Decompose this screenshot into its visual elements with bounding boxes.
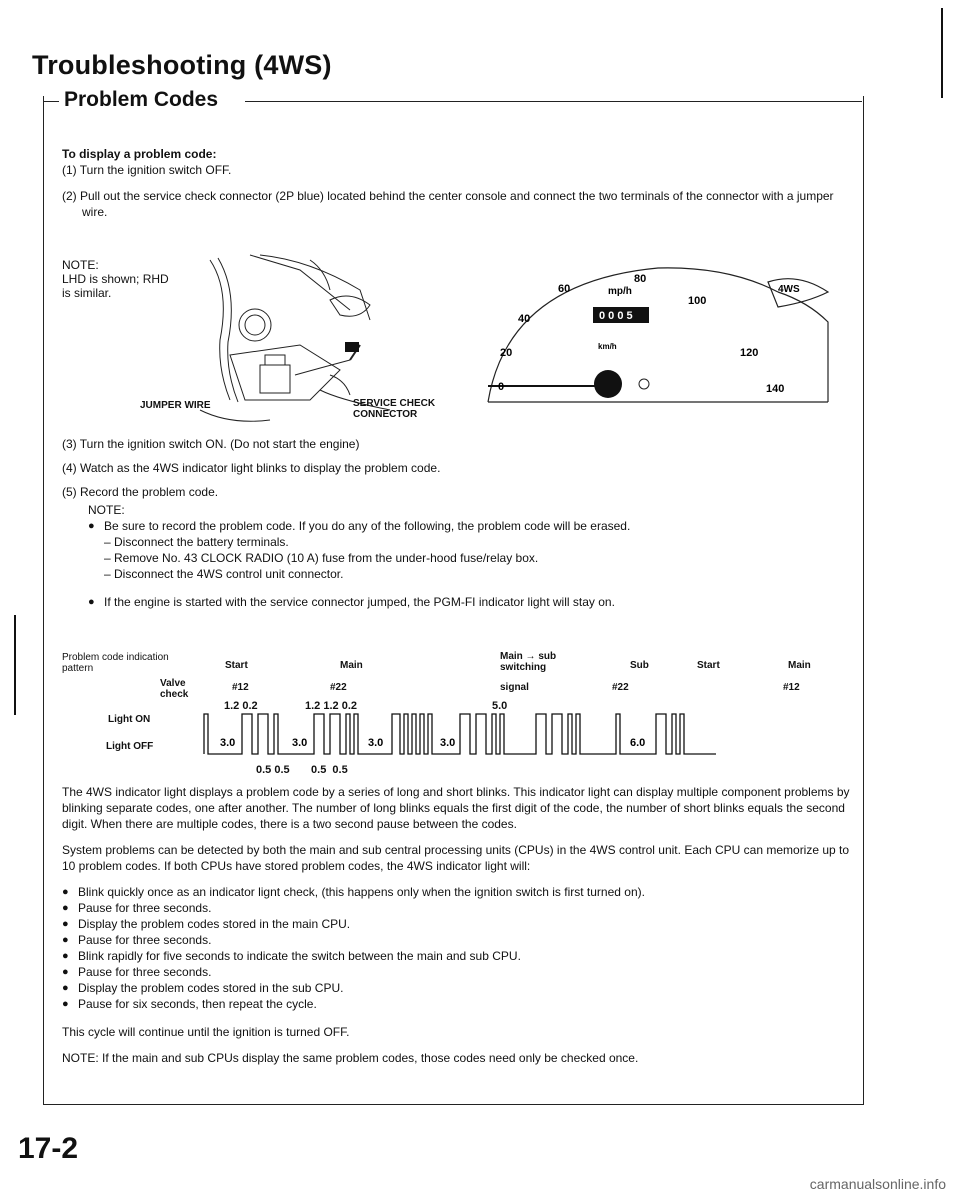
odometer-readout: 0 0 0 5 — [599, 310, 633, 322]
tick-40: 40 — [518, 313, 531, 325]
speedometer-gauge — [478, 262, 838, 412]
cycle-item: ● Blink rapidly for five seconds to indicate the switch between the main and sub CPU. — [62, 948, 852, 964]
step-3: (3) Turn the ignition switch ON. (Do not start the engine) — [62, 437, 360, 451]
cycle-item: ● Pause for three seconds. — [62, 932, 852, 948]
step-4: (4) Watch as the 4WS indicator light blinks to display the problem code. — [62, 461, 441, 475]
step-5-notes — [62, 502, 852, 610]
connector-illustration — [190, 250, 490, 430]
section-title: Problem Codes — [64, 88, 219, 111]
explain-para-2: System problems can be detected by both the main and sub central processing units (CPUs) in the 4WS control unit. Each CPU can memorize up to 10 problem codes. If both CPUs have stored problem codes, the 4WS indicator light will: — [62, 843, 850, 873]
timing-1: 1.2 0.2 — [224, 700, 258, 712]
intro-heading: To display a problem code: — [62, 147, 217, 161]
margin-bar — [14, 615, 16, 715]
mph-label: mp/h — [608, 286, 632, 297]
pause-2: 3.0 — [292, 737, 308, 749]
service-label-line-1: SERVICE CHECK — [353, 398, 436, 409]
pause-4: 3.0 — [440, 737, 456, 749]
cycle-list — [62, 884, 852, 1012]
label-start: Start — [225, 660, 248, 671]
frame-top-left-rule — [43, 101, 59, 102]
steps-block — [62, 436, 852, 610]
cycle-item: ● Blink quickly once as an indicator lignt check, (this happens only when the ignition switch is first turned on). — [62, 884, 852, 900]
note-line-1: LHD is shown; RHD — [62, 272, 169, 286]
page-number: 17-2 — [18, 1132, 79, 1165]
label-main-2: Main — [788, 660, 811, 671]
tick-140: 140 — [766, 383, 785, 395]
intro-block — [62, 146, 852, 220]
margin-bar — [941, 8, 943, 98]
note-bullet-1: ● Be sure to record the problem code. If you do any of the following, the problem code will be erased. — [88, 518, 852, 534]
jumper-wire-label: JUMPER WIRE — [140, 400, 211, 411]
label-main-sub — [500, 651, 556, 673]
pause-5: 6.0 — [630, 737, 646, 749]
final-note: NOTE: If the main and sub CPUs display the same problem codes, those codes need only be checked once. — [62, 1051, 639, 1065]
label-code-22b: #22 — [612, 682, 629, 693]
cycle-item: ● Display the problem codes stored in the main CPU. — [62, 916, 852, 932]
watermark: carmanualsonline.info — [809, 1176, 946, 1192]
tick-0: 0 — [498, 381, 505, 393]
label-sub: Sub — [630, 660, 649, 671]
main-sub-1: Main → sub — [500, 651, 557, 662]
light-on-label: Light ON — [108, 714, 151, 725]
label-start-2: Start — [697, 660, 720, 671]
pattern-label-1: Problem code indication — [62, 652, 169, 663]
note-line-2: is similar. — [62, 286, 112, 300]
timing-bottom: 0.5 0.5 0.5 0.5 — [256, 764, 348, 776]
page-title: Troubleshooting (4WS) — [32, 50, 332, 80]
4ws-badge: 4WS — [778, 284, 800, 295]
service-label-line-2: CONNECTOR — [353, 409, 418, 420]
dash-item-3: – Disconnect the 4WS control unit connector. — [104, 567, 344, 581]
main-sub-2: switching — [500, 662, 547, 673]
explanation-block — [62, 784, 852, 1066]
note-list — [88, 518, 852, 534]
explain-para-1: The 4WS indicator light displays a problem code by a series of long and short blinks. This indicator light can display multiple component problems by blinking separate codes, one after another. The number of long blinks equals the first digit of the code, the number of short blinks equals the second digit. When there are multiple codes, there is a two second pause between the codes. — [62, 785, 850, 831]
note-label: NOTE: — [62, 258, 99, 272]
label-code-22: #22 — [330, 682, 347, 693]
dash-item-1: – Disconnect the battery terminals. — [104, 535, 289, 549]
tick-100: 100 — [688, 295, 707, 307]
valve-2: check — [160, 689, 189, 700]
tick-60: 60 — [558, 283, 571, 295]
label-code-12: #12 — [232, 682, 249, 693]
valve-1: Valve — [160, 678, 186, 689]
note-bullet-2: ● If the engine is started with the service connector jumped, the PGM-FI indicator light will stay on. — [88, 594, 852, 610]
figure-note — [62, 258, 169, 300]
note-list-2 — [88, 594, 852, 610]
step-5: (5) Record the problem code. — [62, 485, 219, 499]
kmh-label: km/h — [598, 342, 617, 351]
step-1: (1) Turn the ignition switch OFF. — [62, 163, 232, 177]
tick-20: 20 — [500, 347, 513, 359]
label-valve-check — [160, 678, 188, 700]
pause-1: 3.0 — [220, 737, 236, 749]
tick-80: 80 — [634, 273, 647, 285]
note-heading: NOTE: — [88, 503, 125, 517]
pattern-label-2: pattern — [62, 663, 94, 674]
timing-2: 1.2 1.2 0.2 — [305, 700, 357, 712]
dash-item-2: – Remove No. 43 CLOCK RADIO (10 A) fuse from the under-hood fuse/relay box. — [104, 551, 539, 565]
label-main: Main — [340, 660, 363, 671]
service-check-label — [353, 398, 435, 420]
timing-3: 5.0 — [492, 700, 508, 712]
tick-120: 120 — [740, 347, 759, 359]
cycle-item: ● Pause for six seconds, then repeat the cycle. — [62, 996, 852, 1012]
cycle-item: ● Pause for three seconds. — [62, 900, 852, 916]
cycle-item: ● Display the problem codes stored in the sub CPU. — [62, 980, 852, 996]
cycle-statement: This cycle will continue until the ignition is turned OFF. — [62, 1025, 350, 1039]
cycle-item: ● Pause for three seconds. — [62, 964, 852, 980]
frame-top-right-rule — [245, 101, 862, 102]
pattern-label — [62, 652, 169, 674]
step-2: (2) Pull out the service check connector (2P blue) located behind the center console and connect the two terminals of the connector with a jumper wire. — [62, 189, 834, 219]
label-signal: signal — [500, 682, 529, 693]
label-code-12b: #12 — [783, 682, 800, 693]
light-off-label: Light OFF — [106, 741, 154, 752]
blink-waveform — [196, 710, 836, 760]
pause-3: 3.0 — [368, 737, 384, 749]
